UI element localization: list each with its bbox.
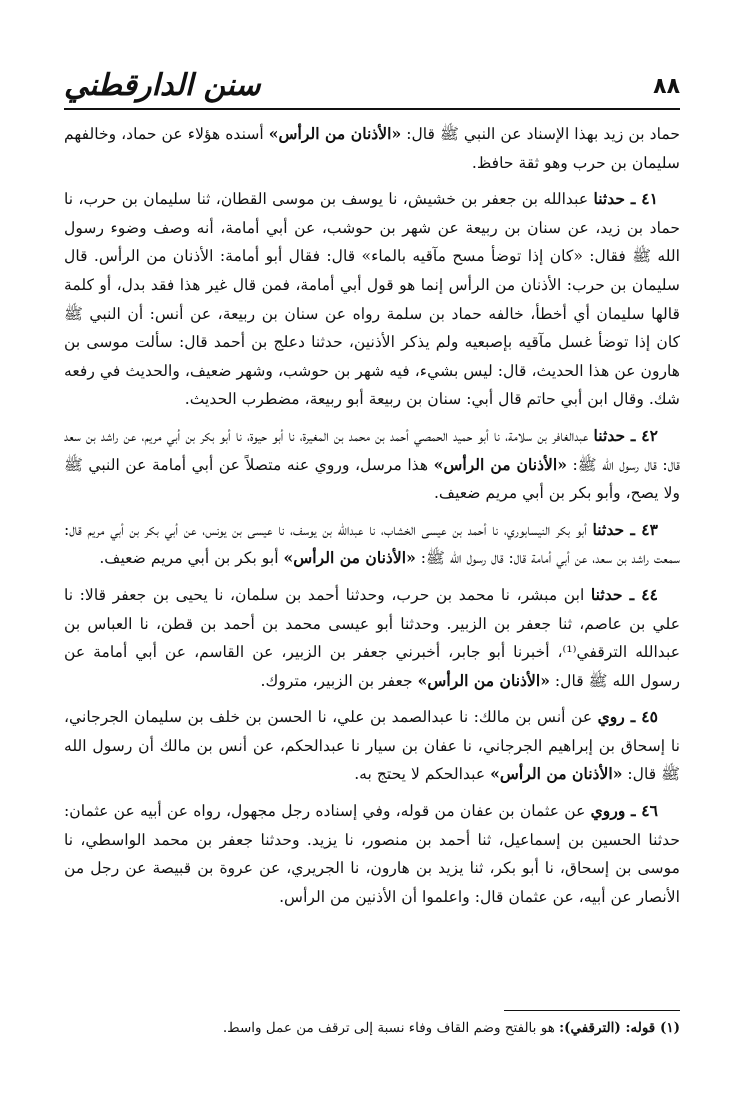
intro-paragraph bbox=[64, 120, 680, 177]
running-title: سنن الدارقطني bbox=[64, 68, 261, 103]
hadith-number: ٤٣ bbox=[641, 519, 658, 539]
paragraph-text: عبدالغافر بن سلامة، نا أبو حميد الحمصي أحمد بن محمد بن المغيرة، نا أبو حيوة، نا أبو بكر بن أبي مريم، عن راشد بن سعد قال: قال رسول الله ﷺ: bbox=[64, 426, 681, 474]
hadith-number: ٤٢ bbox=[641, 425, 658, 445]
hadith-dash: ـ bbox=[622, 584, 642, 604]
quoted-text: «الأذنان من الرأس» bbox=[283, 548, 416, 568]
paragraph-text: عن عثمان بن عفان من قوله، وفي إسناده رجل مجهول، رواه عن أبيه عن عثمان: حدثنا الحسين بن إسماعيل، ثنا أحمد بن منصور، نا يزيد. وحدثنا جعفر بن محمد الواسطي، نا موسى بن إسحاق، نا أبو بكر، ثنا يزيد بن هارون، نا الجريري، عن عروة بن قبيصة عن رجل من الأنصار عن أبيه، عن عثمان قال: واعلموا أن الأذنين من الرأس. bbox=[64, 802, 680, 906]
main-text bbox=[64, 120, 680, 919]
hadith-paragraph bbox=[64, 581, 680, 695]
hadith-lead-word: حدثنا bbox=[592, 519, 625, 539]
quoted-text: «الأذنان من الرأس» bbox=[417, 670, 550, 690]
hadith-dash: ـ bbox=[625, 425, 642, 445]
paragraph-text: ابن مبشر، نا محمد بن حرب، وحدثنا أحمد بن سلمان، نا يحيى بن جعفر قالا: نا علي بن عاصم، ثنا جعفر بن الزبير. وحدثنا أبو عيسى محمد بن أحمد بن قطن، نا العباس بن عبدالله الترقفي⁽¹⁾، أخبرنا أبو جابر، أخبرني جعفر بن الزبير، عن القاسم، عن أبي أمامة عن رسول الله ﷺ قال: bbox=[64, 585, 680, 690]
paragraph-text: عن أنس بن مالك: نا عبدالصمد بن علي، نا الحسن بن خلف بن سليمان الجرجاني، نا إسحاق بن إبراهيم الجرجاني، نا عفان بن سيار نا عبدالحكم، عن أنس بن مالك أن رسول الله ﷺ قال: bbox=[64, 708, 680, 784]
page-number: ٨٨ bbox=[653, 74, 680, 99]
paragraph-text: أبو بكر بن أبي مريم ضعيف. bbox=[99, 549, 284, 568]
page-header bbox=[64, 68, 680, 110]
hadith-paragraph bbox=[64, 422, 680, 508]
hadith-paragraph bbox=[64, 185, 680, 414]
hadith-number: ٤١ bbox=[641, 189, 658, 209]
paragraph-text: حماد بن زيد بهذا الإسناد عن النبي ﷺ قال: bbox=[401, 125, 680, 143]
hadith-dash: ـ bbox=[625, 801, 642, 821]
hadith-dash: ـ bbox=[625, 189, 642, 209]
hadith-number: ٤٦ bbox=[641, 801, 658, 821]
hadith-lead-word: حدثنا bbox=[593, 425, 626, 445]
hadith-number: ٤٤ bbox=[641, 584, 658, 604]
hadith-number: ٤٥ bbox=[641, 707, 658, 727]
hadith-paragraph bbox=[64, 516, 680, 573]
hadith-lead-word: حدثنا bbox=[593, 189, 626, 209]
quoted-text: «الأذنان من الرأس» bbox=[433, 454, 567, 474]
paragraph-text: هذا مرسل، وروي عنه متصلاً عن أبي أمامة عن النبي ﷺ ولا يصح، وأبو بكر بن أبي مريم ضعيف. bbox=[64, 455, 680, 503]
paragraph-text: عبدالحكم لا يحتج به. bbox=[354, 765, 491, 784]
footnote-text: هو بالفتح وضم القاف وفاء نسبة إلى ترقف من عمل واسط. bbox=[222, 1020, 560, 1036]
paragraph-text: عبدالله بن جعفر بن خشيش، نا يوسف بن موسى القطان، ثنا سليمان بن حرب، نا حماد بن زيد، عن سنان بن ربيعة عن شهر بن حوشب، عن أبي أمامة، أنه وصف وضوء رسول الله ﷺ فقال: «كان إذا توضأ مسح مآقيه بالماء» قال: فقال أبو أمامة: الأذنان من الرأس. قال سليمان بن حرب: الأذنان من الرأس إنما هو قول أبي أمامة، فمن قال غير هذا فقد بدل، أو كلمة قالها سليمان أي أخطأ، خالفه حماد بن سلمة رواه عن سنان بن ربيعة، عن أنس: أن النبي ﷺ كان إذا توضأ غسل مآقيه بإصبعيه ولم يذكر الأذنين، حدثنا دعلج بن أحمد قال: سألت موسى بن هارون عن هذا الحديث، قال: ليس بشيء، فيه شهر بن حوشب، وشهر ضعيف، والحديث في رفعه شك. وقال ابن أبي حاتم قال أبي: سنان بن ربيعة أبو ربيعة، مضطرب الحديث. bbox=[64, 190, 680, 409]
quoted-text: «الأذنان من الرأس» bbox=[490, 764, 623, 784]
footnote bbox=[64, 1016, 680, 1040]
footnote-label: (١) قوله: (الترقفي): bbox=[559, 1020, 680, 1036]
paragraph-text: جعفر بن الزبير، متروك. bbox=[260, 671, 418, 690]
paragraph-text: أسنده هؤلاء عن حماد، وخالفهم سليمان بن حرب وهو ثقة حافظ. bbox=[64, 125, 680, 172]
footnote-divider bbox=[504, 1010, 680, 1011]
hadith-dash: ـ bbox=[624, 707, 642, 727]
quoted-text: «الأذنان من الرأس» bbox=[268, 124, 402, 143]
hadith-lead-word: حدثنا bbox=[590, 584, 623, 604]
hadith-lead-word: روي bbox=[597, 707, 625, 727]
paragraph-text: أبو بكر النيسابوري، نا أحمد بن عيسى الخشاب، نا عبدالله بن يوسف، نا عيسى بن يونس، عن أبي بكر بن أبي مريم قال: سمعت راشد بن سعد، عن أبي أمامة قال: قال رسول الله ﷺ: bbox=[64, 520, 680, 568]
hadith-paragraph bbox=[64, 703, 680, 789]
hadith-dash: ـ bbox=[624, 519, 642, 539]
hadith-lead-word: وروي bbox=[590, 801, 626, 821]
hadith-paragraph bbox=[64, 797, 680, 911]
